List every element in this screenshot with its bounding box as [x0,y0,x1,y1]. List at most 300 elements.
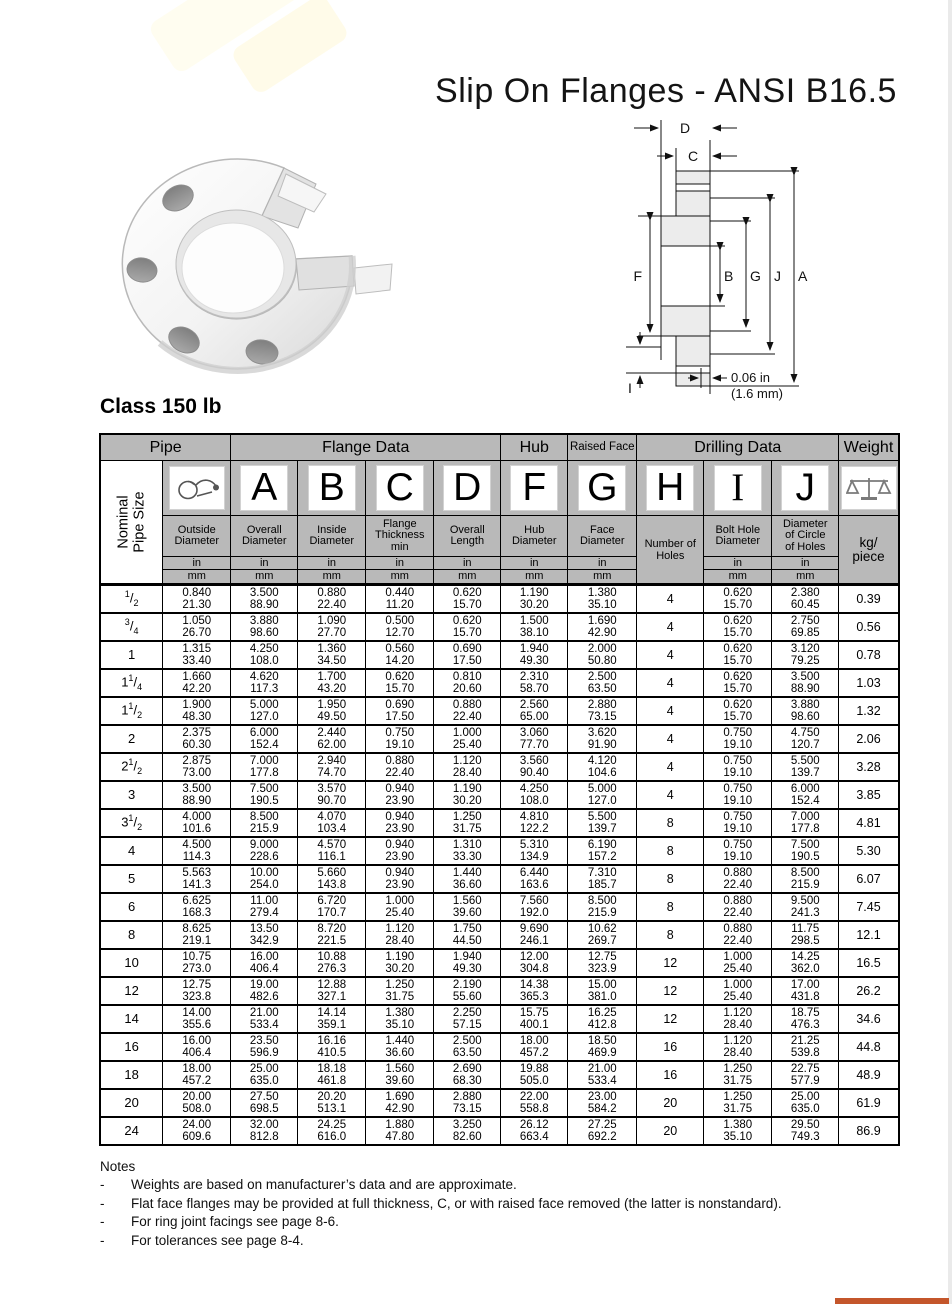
flange-bore-inner [182,223,284,313]
column-desc-C: Flange Thickness min [366,516,434,557]
units-A: in mm [231,557,298,585]
cell-dim: 9.000 228.6 [231,837,298,865]
cell-dim: 1.000 25.40 [366,893,434,921]
class-heading: Class 150 lb [100,395,222,418]
note-item: - For tolerances see page 8-4. [100,1232,304,1248]
group-header-hub: Hub [501,434,568,461]
table-row [100,613,899,641]
cell-dim: 5.000 127.0 [231,697,298,725]
cell-dim: 16.00 406.4 [163,1033,231,1061]
cell-size: 6 [100,893,163,921]
cell-dim: 4.000 101.6 [163,809,231,837]
flange-data-table [99,433,900,1146]
cell-holes: 4 [637,585,704,614]
column-desc-G: Face Diameter [568,516,637,557]
cell-holes: 4 [637,725,704,753]
cell-dim: 5.500 139.7 [772,753,839,781]
cell-dim: 7.560 192.0 [501,893,568,921]
cell-holes: 12 [637,949,704,977]
page-right-edge [948,0,952,1304]
cell-weight: 1.03 [839,669,899,697]
cell-dim: 0.620 15.70 [366,669,434,697]
nominal-pipe-size-header: Nominal Pipe Size [100,461,163,585]
cell-size: 18 [100,1061,163,1089]
cell-dim: 23.50 596.9 [231,1033,298,1061]
cell-dim: 4.570 116.1 [298,837,366,865]
cell-holes: 4 [637,641,704,669]
cell-size: $1^1/_4$ [100,669,163,697]
table-row [100,977,899,1005]
units-B: in mm [298,557,366,585]
units-I: in mm [704,557,772,585]
cell-weight: 0.56 [839,613,899,641]
cell-size: $^1/_2$ [100,585,163,614]
cell-dim: 1.315 33.40 [163,641,231,669]
cell-dim: 1.120 28.40 [704,1005,772,1033]
cell-weight: 1.32 [839,697,899,725]
column-letter-A: A [231,461,298,516]
cell-size: 8 [100,921,163,949]
table-row [100,641,899,669]
cell-weight: 34.6 [839,1005,899,1033]
column-desc-od: Outside Diameter [163,516,231,557]
dim-label-c: C [687,148,699,164]
units-od: in mm [163,557,231,585]
cell-dim: 16.25 412.8 [568,1005,637,1033]
cell-weight: 48.9 [839,1061,899,1089]
cell-dim: 18.00 457.2 [163,1061,231,1089]
cell-dim: 1.000 25.40 [704,949,772,977]
cell-dim: 4.070 103.4 [298,809,366,837]
bottom-orange-bar [835,1298,949,1304]
cell-dim: 0.440 11.20 [366,585,434,614]
cell-dim: 18.18 461.8 [298,1061,366,1089]
table-row [100,753,899,781]
cell-dim: 18.75 476.3 [772,1005,839,1033]
cell-dim: 5.310 134.9 [501,837,568,865]
notes-section [100,1157,880,1250]
cell-weight: 0.78 [839,641,899,669]
cell-dim: 0.750 19.10 [704,753,772,781]
cell-dim: 22.00 558.8 [501,1089,568,1117]
cell-dim: 4.810 122.2 [501,809,568,837]
cell-size: 20 [100,1089,163,1117]
cell-dim: 1.250 31.75 [366,977,434,1005]
cell-dim: 6.440 163.6 [501,865,568,893]
cell-dim: 18.50 469.9 [568,1033,637,1061]
column-desc-D: Overall Length [434,516,501,557]
cell-dim: 1.660 42.20 [163,669,231,697]
cell-dim: 1.940 49.30 [501,641,568,669]
column-desc-B: Inside Diameter [298,516,366,557]
cell-dim: 1.560 39.60 [366,1061,434,1089]
cell-dim: 7.000 177.8 [772,809,839,837]
cell-weight: 7.45 [839,893,899,921]
cell-dim: 0.880 22.40 [298,585,366,614]
cell-holes: 8 [637,809,704,837]
cell-dim: 1.310 33.30 [434,837,501,865]
units-row [100,557,899,585]
column-letter-G: G [568,461,637,516]
cell-dim: 1.900 48.30 [163,697,231,725]
cell-dim: 1.190 30.20 [366,949,434,977]
units-J: in mm [772,557,839,585]
cell-dim: 0.620 15.70 [434,585,501,614]
cell-dim: 23.00 584.2 [568,1089,637,1117]
cell-size: 2 [100,725,163,753]
group-header-raised-face: Raised Face [568,434,637,461]
cell-size: 14 [100,1005,163,1033]
cell-holes: 12 [637,1005,704,1033]
cell-dim: 0.620 15.70 [434,613,501,641]
table-row [100,697,899,725]
cell-dim: 25.00 635.0 [772,1089,839,1117]
cell-holes: 8 [637,865,704,893]
cut-step-right [354,264,392,294]
cell-dim: 0.880 22.40 [434,697,501,725]
cell-holes: 4 [637,613,704,641]
cell-dim: 0.940 23.90 [366,809,434,837]
cell-dim: 27.25 692.2 [568,1117,637,1145]
cell-dim: 0.620 15.70 [704,613,772,641]
column-desc-wt: kg/ piece [839,516,899,585]
dim-label-j: J [774,268,781,284]
cell-dim: 1.120 28.40 [366,921,434,949]
cell-dim: 0.750 19.10 [704,837,772,865]
cell-dim: 7.500 190.5 [772,837,839,865]
cell-dim: 0.620 15.70 [704,697,772,725]
cell-dim: 0.690 17.50 [434,641,501,669]
cell-dim: 14.25 362.0 [772,949,839,977]
column-letter-C: C [366,461,434,516]
cell-size: 12 [100,977,163,1005]
cell-dim: 3.500 88.90 [231,585,298,614]
table-row [100,921,899,949]
flange-3d-image [100,138,400,394]
table-row [100,949,899,977]
cell-dim: 1.000 25.40 [434,725,501,753]
cell-dim: 21.00 533.4 [568,1061,637,1089]
cell-dim: 21.00 533.4 [231,1005,298,1033]
cell-dim: 0.620 15.70 [704,669,772,697]
cell-dim: 1.190 30.20 [434,781,501,809]
cell-holes: 4 [637,669,704,697]
cell-dim: 1.440 36.60 [434,865,501,893]
table-container [99,433,900,1146]
cell-holes: 4 [637,753,704,781]
dimension-diagram [598,110,952,402]
cell-dim: 2.310 58.70 [501,669,568,697]
notes-heading: Notes [100,1159,136,1174]
cell-dim: 1.360 34.50 [298,641,366,669]
group-header-row [100,434,899,461]
cell-dim: 12.00 304.8 [501,949,568,977]
column-letter-H: H [637,461,704,516]
cell-dim: 19.00 482.6 [231,977,298,1005]
cell-dim: 1.090 27.70 [298,613,366,641]
cell-dim: 15.75 400.1 [501,1005,568,1033]
cut-face-right [296,256,354,290]
cell-dim: 16.16 410.5 [298,1033,366,1061]
cell-dim: 1.500 38.10 [501,613,568,641]
cell-dim: 8.625 219.1 [163,921,231,949]
cell-dim: 2.000 50.80 [568,641,637,669]
cell-dim: 0.620 15.70 [704,585,772,614]
cell-dim: 0.750 19.10 [704,809,772,837]
cell-dim: 6.000 152.4 [231,725,298,753]
cell-dim: 3.560 90.40 [501,753,568,781]
cell-holes: 16 [637,1033,704,1061]
cell-holes: 8 [637,837,704,865]
dim-label-i: I [628,380,632,396]
note-item: - For ring joint facings see page 8-6. [100,1214,339,1229]
cell-dim: 10.62 269.7 [568,921,637,949]
cell-dim: 21.25 539.8 [772,1033,839,1061]
cell-dim: 22.75 577.9 [772,1061,839,1089]
cell-dim: 1.000 25.40 [704,977,772,1005]
note-item: - Weights are based on manufacturer’s data and are approximate. [100,1177,517,1192]
cell-dim: 0.880 22.40 [704,921,772,949]
cell-dim: 25.00 635.0 [231,1061,298,1089]
table-row [100,893,899,921]
table-row [100,1061,899,1089]
cell-dim: 12.75 323.9 [568,949,637,977]
cell-dim: 5.500 139.7 [568,809,637,837]
cell-size: $1^1/_2$ [100,697,163,725]
cell-weight: 44.8 [839,1033,899,1061]
cell-dim: 1.120 28.40 [434,753,501,781]
cell-dim: 12.75 323.8 [163,977,231,1005]
cell-dim: 4.750 120.7 [772,725,839,753]
column-letter-pipe-caliper-icon [163,461,231,516]
cell-dim: 20.00 508.0 [163,1089,231,1117]
cell-dim: 3.250 82.60 [434,1117,501,1145]
cell-dim: 14.00 355.6 [163,1005,231,1033]
cell-dim: 1.250 31.75 [704,1061,772,1089]
cell-dim: 6.190 157.2 [568,837,637,865]
cell-dim: 2.500 63.50 [568,669,637,697]
cell-dim: 8.500 215.9 [231,809,298,837]
cell-dim: 32.00 812.8 [231,1117,298,1145]
cell-dim: 0.940 23.90 [366,781,434,809]
cell-dim: 0.940 23.90 [366,865,434,893]
cell-dim: 6.720 170.7 [298,893,366,921]
cell-dim: 1.050 26.70 [163,613,231,641]
group-header-drilling-data: Drilling Data [637,434,839,461]
cell-dim: 19.88 505.0 [501,1061,568,1089]
cell-dim: 11.00 279.4 [231,893,298,921]
cell-dim: 1.750 44.50 [434,921,501,949]
letter-row [100,461,899,516]
table-row [100,837,899,865]
cell-dim: 4.500 114.3 [163,837,231,865]
cell-weight: 3.85 [839,781,899,809]
cell-dim: 9.500 241.3 [772,893,839,921]
cell-dim: 0.810 20.60 [434,669,501,697]
cell-dim: 1.940 49.30 [434,949,501,977]
cell-dim: 8.500 215.9 [568,893,637,921]
table-row [100,1005,899,1033]
table-row [100,669,899,697]
table-row [100,1033,899,1061]
cell-dim: 2.875 73.00 [163,753,231,781]
cell-weight: 0.39 [839,585,899,614]
cell-dim: 0.750 19.10 [366,725,434,753]
cell-dim: 0.750 19.10 [704,725,772,753]
cell-dim: 1.380 35.10 [568,585,637,614]
cell-dim: 2.500 63.50 [434,1033,501,1061]
cell-holes: 8 [637,893,704,921]
units-D: in mm [434,557,501,585]
cell-dim: 4.620 117.3 [231,669,298,697]
cell-holes: 4 [637,697,704,725]
cell-dim: 3.500 88.90 [163,781,231,809]
cell-dim: 3.880 98.60 [772,697,839,725]
cell-dim: 1.560 39.60 [434,893,501,921]
cell-dim: 1.880 47.80 [366,1117,434,1145]
note-item: - Flat face flanges may be provided at full thickness, C, or with raised face removed (the latter is nonstandard). [100,1195,782,1211]
cell-dim: 26.12 663.4 [501,1117,568,1145]
cell-dim: 1.380 35.10 [366,1005,434,1033]
cell-dim: 24.25 616.0 [298,1117,366,1145]
cell-dim: 0.880 22.40 [366,753,434,781]
cell-dim: 14.38 365.3 [501,977,568,1005]
cell-dim: 17.00 431.8 [772,977,839,1005]
cell-dim: 10.75 273.0 [163,949,231,977]
cell-weight: 4.81 [839,809,899,837]
cell-dim: 1.950 49.50 [298,697,366,725]
cell-size: 5 [100,865,163,893]
cell-weight: 2.06 [839,725,899,753]
cell-weight: 5.30 [839,837,899,865]
column-letter-J: J [772,461,839,516]
table-row [100,585,899,614]
cell-holes: 20 [637,1117,704,1145]
dim-label-f: F [633,268,642,284]
cell-dim: 2.880 73.15 [568,697,637,725]
cell-dim: 2.940 74.70 [298,753,366,781]
cell-dim: 10.00 254.0 [231,865,298,893]
cell-dim: 3.620 91.90 [568,725,637,753]
cell-size: $3^1/_2$ [100,809,163,837]
cell-dim: 2.690 68.30 [434,1061,501,1089]
cell-dim: 4.250 108.0 [231,641,298,669]
page-title: Slip On Flanges - ANSI B16.5 [435,72,897,110]
column-letter-I: I [704,461,772,516]
cell-dim: 18.00 457.2 [501,1033,568,1061]
cell-dim: 4.250 108.0 [501,781,568,809]
cell-dim: 1.250 31.75 [704,1089,772,1117]
cell-dim: 2.190 55.60 [434,977,501,1005]
cell-weight: 61.9 [839,1089,899,1117]
cell-size: 10 [100,949,163,977]
cell-dim: 16.00 406.4 [231,949,298,977]
dim-label-d: D [679,120,691,136]
cell-dim: 6.000 152.4 [772,781,839,809]
cell-dim: 0.880 22.40 [704,865,772,893]
cell-dim: 5.000 127.0 [568,781,637,809]
cell-size: $^3/_4$ [100,613,163,641]
column-desc-A: Overall Diameter [231,516,298,557]
cell-weight: 16.5 [839,949,899,977]
table-row [100,865,899,893]
cell-dim: 1.690 42.90 [568,613,637,641]
cell-holes: 16 [637,1061,704,1089]
cell-dim: 7.000 177.8 [231,753,298,781]
cell-dim: 0.880 22.40 [704,893,772,921]
cell-dim: 12.88 327.1 [298,977,366,1005]
cell-dim: 11.75 298.5 [772,921,839,949]
table-row [100,725,899,753]
notes-list [100,1176,880,1250]
units-G: in mm [568,557,637,585]
cell-dim: 24.00 609.6 [163,1117,231,1145]
cell-dim: 4.120 104.6 [568,753,637,781]
cell-dim: 5.563 141.3 [163,865,231,893]
cell-dim: 2.880 73.15 [434,1089,501,1117]
cell-dim: 3.120 79.25 [772,641,839,669]
cell-dim: 2.250 57.15 [434,1005,501,1033]
cell-dim: 1.700 43.20 [298,669,366,697]
column-desc-F: Hub Diameter [501,516,568,557]
cell-dim: 8.500 215.9 [772,865,839,893]
cell-dim: 9.690 246.1 [501,921,568,949]
cell-dim: 0.560 14.20 [366,641,434,669]
cell-dim: 3.570 90.70 [298,781,366,809]
cell-dim: 3.880 98.60 [231,613,298,641]
column-desc-J: Diameter of Circle of Holes [772,516,839,557]
cell-dim: 5.660 143.8 [298,865,366,893]
cell-dim: 0.500 12.70 [366,613,434,641]
cell-dim: 1.120 28.40 [704,1033,772,1061]
column-desc-H: Number of Holes [637,516,704,585]
cell-dim: 1.190 30.20 [501,585,568,614]
cell-dim: 20.20 513.1 [298,1089,366,1117]
cell-dim: 1.380 35.10 [704,1117,772,1145]
group-header-flange-data: Flange Data [231,434,501,461]
cell-weight: 12.1 [839,921,899,949]
cell-dim: 6.625 168.3 [163,893,231,921]
cell-dim: 2.375 60.30 [163,725,231,753]
cell-holes: 4 [637,781,704,809]
cell-dim: 3.500 88.90 [772,669,839,697]
raised-face-note-in: 0.06 in [731,370,771,385]
cell-dim: 0.750 19.10 [704,781,772,809]
cell-dim: 2.380 60.45 [772,585,839,614]
table-row [100,1089,899,1117]
cell-dim: 0.620 15.70 [704,641,772,669]
cell-dim: 7.310 185.7 [568,865,637,893]
dim-label-g: G [750,268,761,284]
cell-dim: 0.940 23.90 [366,837,434,865]
column-letter-F: F [501,461,568,516]
cell-dim: 2.440 62.00 [298,725,366,753]
cell-weight: 6.07 [839,865,899,893]
cell-holes: 20 [637,1089,704,1117]
cell-size: 4 [100,837,163,865]
pipe-caliper-icon [174,472,220,504]
cell-dim: 14.14 359.1 [298,1005,366,1033]
cell-dim: 0.840 21.30 [163,585,231,614]
cell-dim: 2.750 69.85 [772,613,839,641]
cell-dim: 7.500 190.5 [231,781,298,809]
dim-label-b: B [724,268,734,284]
cell-dim: 8.720 221.5 [298,921,366,949]
cell-weight: 86.9 [839,1117,899,1145]
cell-dim: 3.060 77.70 [501,725,568,753]
cell-size: 1 [100,641,163,669]
table-row [100,1117,899,1145]
